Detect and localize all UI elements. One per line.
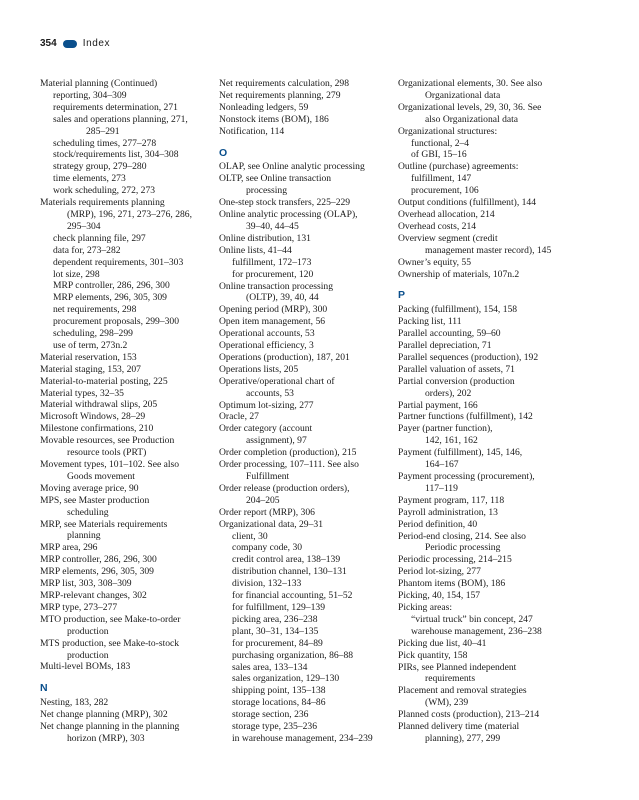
- index-entry: PIRs, see Planned independent: [398, 661, 517, 673]
- index-subentry: warehouse management, 236–238: [411, 625, 542, 637]
- index-subentry: storage section, 236: [232, 709, 309, 721]
- header-marker-icon: [63, 40, 77, 48]
- index-entry: Oracle, 27: [219, 411, 259, 423]
- index-entry: Parallel sequences (production), 192: [398, 351, 539, 363]
- index-subentry: 204–205: [246, 494, 280, 506]
- index-subentry: accounts, 53: [246, 387, 294, 399]
- index-subentry: 117–119: [425, 482, 458, 494]
- index-entry: Multi-level BOMs, 183: [40, 661, 131, 673]
- index-entry: Periodic processing, 214–215: [398, 554, 512, 566]
- index-entry: Placement and removal strategies: [398, 685, 527, 697]
- index-subentry: procurement, 106: [411, 185, 479, 197]
- index-subentry: use of term, 273n.2: [53, 339, 128, 351]
- index-subentry: functional, 2–4: [411, 137, 470, 149]
- index-entry: OLTP, see Online transaction: [219, 173, 332, 185]
- index-subentry: sales area, 133–134: [232, 661, 308, 673]
- index-subentry: storage type, 235–236: [232, 721, 317, 733]
- index-subentry: net requirements, 298: [53, 304, 137, 316]
- index-subentry: (WM), 239: [425, 697, 469, 709]
- index-entry: Material reservation, 153: [40, 351, 137, 363]
- index-entry: MPS, see Master production: [40, 494, 150, 506]
- index-entry: Milestone confirmations, 210: [40, 423, 154, 435]
- index-entry: Period lot-sizing, 277: [398, 566, 481, 578]
- index-subentry: Organizational data: [425, 89, 501, 101]
- index-entry: MRP area, 296: [40, 542, 98, 554]
- index-entry: Output conditions (fulfillment), 144: [398, 197, 537, 209]
- index-entry: Order report (MRP), 306: [219, 506, 315, 518]
- index-subentry: check planning file, 297: [53, 232, 146, 244]
- index-subentry: production: [67, 649, 109, 661]
- index-subentry: horizon (MRP), 303: [67, 732, 145, 744]
- index-entry: Partial payment, 166: [398, 399, 478, 411]
- index-entry: Packing (fulfillment), 154, 158: [398, 304, 518, 316]
- index-entry: Net change planning (MRP), 302: [40, 709, 168, 721]
- index-column-2: [219, 78, 391, 745]
- index-entry: Nesting, 183, 282: [40, 697, 109, 709]
- index-subentry: credit control area, 138–139: [232, 554, 341, 566]
- index-entry: Moving average price, 90: [40, 482, 139, 494]
- index-subentry: dependent requirements, 301–303: [53, 256, 184, 268]
- index-subentry: 285–291: [86, 125, 120, 137]
- index-subentry: (MRP), 196, 271, 273–276, 286,: [67, 208, 192, 220]
- index-entry: Materials requirements planning: [40, 197, 165, 209]
- index-entry: Owner’s equity, 55: [398, 256, 472, 268]
- index-entry: MTS production, see Make-to-stock: [40, 637, 180, 649]
- index-entry: Net requirements planning, 279: [219, 89, 341, 101]
- index-entry: Picking due list, 40–41: [398, 637, 487, 649]
- index-entry: Microsoft Windows, 28–29: [40, 411, 146, 423]
- index-subentry: resource tools (PRT): [67, 447, 147, 459]
- index-entry: Order release (production orders),: [219, 482, 350, 494]
- index-subentry: for fulfillment, 129–139: [232, 601, 325, 613]
- index-entry: MRP list, 303, 308–309: [40, 578, 132, 590]
- index-entry: Operations (production), 187, 201: [219, 351, 350, 363]
- index-entry: Overview segment (credit: [398, 232, 498, 244]
- index-subentry: for procurement, 120: [232, 268, 314, 280]
- index-subentry: for procurement, 84–89: [232, 637, 323, 649]
- index-subentry: production: [67, 625, 109, 637]
- index-subentry: MRP elements, 296, 305, 309: [53, 292, 167, 304]
- index-subentry: planning), 277, 299: [425, 732, 501, 744]
- index-subentry: stock/requirements list, 304–308: [53, 149, 179, 161]
- index-entry: Opening period (MRP), 300: [219, 304, 328, 316]
- index-entry: Parallel depreciation, 71: [398, 340, 492, 352]
- index-entry: Material types, 32–35: [40, 387, 124, 399]
- index-subentry: (OLTP), 39, 40, 44: [246, 292, 319, 304]
- index-entry: Online distribution, 131: [219, 232, 311, 244]
- index-subentry: Goods movement: [67, 470, 135, 482]
- page-number: 354: [40, 38, 57, 49]
- index-entry: Movement types, 101–102. See also: [40, 459, 180, 470]
- running-header: [40, 38, 110, 49]
- index-subentry: planning: [67, 530, 101, 542]
- index-subentry: scheduling times, 277–278: [53, 137, 157, 149]
- index-entry: Operations lists, 205: [219, 363, 299, 375]
- index-entry: Material planning (Continued): [40, 78, 158, 89]
- section-letter: N: [40, 682, 48, 695]
- index-entry: Period-end closing, 214. See also: [398, 530, 526, 542]
- index-subentry: 142, 161, 162: [425, 435, 478, 447]
- index-subentry: scheduling: [67, 506, 109, 518]
- index-entry: Material withdrawal slips, 205: [40, 399, 158, 411]
- index-entry: Picking areas:: [398, 601, 453, 613]
- index-entry: MRP-relevant changes, 302: [40, 589, 147, 601]
- index-subentry: client, 30: [232, 530, 268, 542]
- index-entry: Overhead allocation, 214: [398, 208, 495, 220]
- index-entry: Operational efficiency, 3: [219, 340, 314, 352]
- index-subentry: lot size, 298: [53, 268, 100, 280]
- index-subentry: procurement proposals, 299–300: [53, 316, 180, 328]
- index-entry: Online lists, 41–44: [219, 244, 292, 256]
- index-subentry: time elements, 273: [53, 173, 126, 185]
- index-entry: Partial conversion (production: [398, 375, 515, 387]
- index-subentry: 295–304: [67, 220, 101, 232]
- index-subentry: picking area, 236–238: [232, 613, 318, 625]
- index-subentry: for financial accounting, 51–52: [232, 590, 353, 602]
- index-entry: MRP, see Materials requirements: [40, 518, 168, 530]
- index-entry: Order category (account: [219, 423, 313, 435]
- index-entry: Phantom items (BOM), 186: [398, 578, 506, 590]
- index-subentry: Periodic processing: [425, 542, 501, 554]
- index-entry: Order completion (production), 215: [219, 447, 357, 459]
- index-subentry: scheduling, 298–299: [53, 328, 133, 340]
- index-subentry: processing: [246, 185, 288, 197]
- index-entry: Ownership of materials, 107n.2: [398, 268, 520, 280]
- index-entry: Overhead costs, 214: [398, 220, 477, 232]
- index-entry: Open item management, 56: [219, 316, 326, 328]
- index-entry: Order processing, 107–111. See also: [219, 459, 359, 471]
- index-entry: Operational accounts, 53: [219, 328, 315, 340]
- index-subentry: Fulfillment: [246, 471, 290, 482]
- index-subentry: plant, 30–31, 134–135: [232, 625, 319, 637]
- index-subentry: purchasing organization, 86–88: [232, 649, 354, 661]
- index-subentry: assignment), 97: [246, 435, 307, 447]
- index-subentry: reporting, 304–309: [53, 89, 127, 101]
- index-entry: Outline (purchase) agreements:: [398, 161, 519, 173]
- index-subentry: management master record), 145: [425, 244, 552, 256]
- index-subentry: division, 132–133: [232, 578, 302, 590]
- index-entry: Payment (fulfillment), 145, 146,: [398, 447, 523, 459]
- index-entry: Material-to-material posting, 225: [40, 375, 168, 387]
- index-entry: Net change planning in the planning: [40, 721, 180, 733]
- index-entry: Movable resources, see Production: [40, 435, 175, 447]
- index-subentry: of GBI, 15–16: [411, 149, 467, 161]
- index-subentry: requirements determination, 271: [53, 101, 178, 113]
- index-subentry: 39–40, 44–45: [246, 220, 299, 232]
- index-subentry: also Organizational data: [425, 113, 519, 125]
- index-subentry: fulfillment, 147: [411, 173, 472, 185]
- running-title: Index: [82, 38, 111, 49]
- index-subentry: 164–167: [425, 459, 459, 471]
- index-entry: Nonstock items (BOM), 186: [219, 113, 329, 125]
- index-entry: Optimum lot-sizing, 277: [219, 399, 314, 411]
- index-entry: Parallel valuation of assets, 71: [398, 363, 515, 375]
- index-subentry: requirements: [425, 673, 476, 685]
- index-entry: Planned delivery time (material: [398, 721, 520, 733]
- index-entry: Payroll administration, 13: [398, 506, 498, 518]
- index-subentry: shipping point, 135–138: [232, 685, 326, 697]
- index-entry: One-step stock transfers, 225–229: [219, 197, 351, 209]
- index-subentry: sales and operations planning, 271,: [53, 113, 188, 125]
- index-entry: Notification, 114: [219, 125, 285, 137]
- index-entry: Packing list, 111: [398, 316, 462, 328]
- index-entry: Pick quantity, 158: [398, 649, 468, 661]
- index-entry: MRP controller, 286, 296, 300: [40, 554, 157, 566]
- index-entry: Payer (partner function),: [398, 423, 493, 435]
- index-subentry: in warehouse management, 234–239: [232, 732, 373, 744]
- index-subentry: work scheduling, 272, 273: [53, 185, 156, 197]
- index-subentry: strategy group, 279–280: [53, 161, 147, 173]
- index-entry: OLAP, see Online analytic processing: [219, 161, 365, 173]
- index-entry: Online transaction processing: [219, 280, 334, 292]
- index-subentry: orders), 202: [425, 387, 472, 399]
- index-subentry: MRP controller, 286, 296, 300: [53, 280, 170, 292]
- index-column-3: [398, 78, 598, 745]
- index-entry: Payment processing (procurement),: [398, 471, 535, 482]
- index-entry: Picking, 40, 154, 157: [398, 590, 481, 602]
- index-entry: Material staging, 153, 207: [40, 363, 141, 375]
- index-entry: Net requirements calculation, 298: [219, 78, 350, 89]
- index-column-1: [40, 78, 212, 745]
- index-entry: Partner functions (fulfillment), 142: [398, 411, 533, 423]
- index-entry: Organizational elements, 30. See also: [398, 78, 543, 89]
- index-entry: Payment program, 117, 118: [398, 494, 505, 506]
- index-subentry: fulfillment, 172–173: [232, 256, 312, 268]
- index-entry: Nonleading ledgers, 59: [219, 101, 309, 113]
- index-subentry: storage locations, 84–86: [232, 697, 326, 709]
- section-letter: O: [219, 146, 228, 159]
- index-entry: MRP type, 273–277: [40, 601, 118, 613]
- index-entry: Online analytic processing (OLAP),: [219, 209, 358, 221]
- index-entry: Operative/operational chart of: [219, 375, 335, 387]
- index-entry: Organizational levels, 29, 30, 36. See: [398, 101, 542, 113]
- index-subentry: sales organization, 129–130: [232, 673, 340, 685]
- index-entry: Parallel accounting, 59–60: [398, 328, 501, 340]
- index-subentry: “virtual truck” bin concept, 247: [411, 613, 533, 625]
- index-entry: Organizational data, 29–31: [219, 518, 323, 530]
- index-entry: Organizational structures:: [398, 125, 498, 137]
- section-letter: P: [398, 289, 406, 302]
- index-subentry: company code, 30: [232, 542, 303, 554]
- index-entry: MTO production, see Make-to-order: [40, 613, 181, 625]
- index-subentry: data for, 273–282: [53, 244, 121, 256]
- index-subentry: distribution channel, 130–131: [232, 566, 347, 578]
- index-entry: Planned costs (production), 213–214: [398, 709, 540, 721]
- index-entry: MRP elements, 296, 305, 309: [40, 566, 154, 578]
- index-entry: Period definition, 40: [398, 518, 478, 530]
